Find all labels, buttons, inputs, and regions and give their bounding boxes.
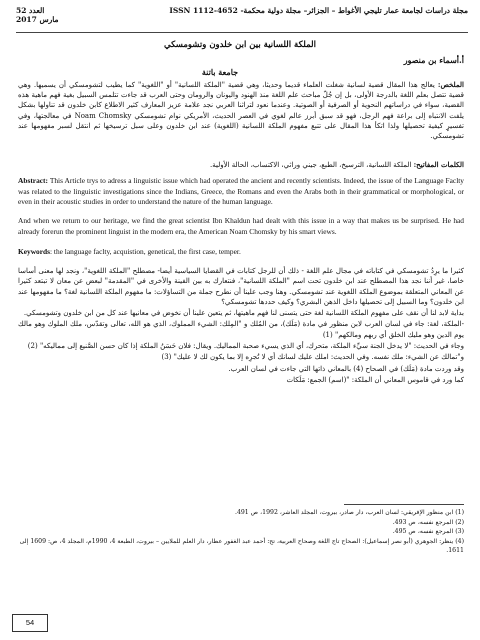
body-paragraph: -الملكة، لغة: جاء في لسان العرب لابن منظور في مادة (مَلَك)، من المُلك و "المِلك: الشيء المملوك، الذي هو الله، تعالى وتقدّس، ملك الملوك وهو مالك يوم الدين وهو مليك الخلق أي ربهم ومالكهم" (1) xyxy=(18,320,464,339)
arabic-abstract-label: الملخص: xyxy=(437,80,464,89)
body-paragraph: و"تمالك عن الشيء: ملك نفسه. وفي الحديث: املك عليك لسانك أي لا تُجرِه إلا بما يكون لك لا عليك" (3) xyxy=(161,353,464,362)
body-paragraph: كثيرا ما يرِدُ تشومسكي في كتاباته في مجال علم اللغة - ذلك أن للرجل كتابات في القضايا السياسية أيضا- مصطلح "الملكة اللغوية"، ونجد لها معنى أساسا خاصا، غير أننا نجد هذا المصطلح عند ابن خلدون تحت اسم "الملكة اللسانية"، فنتعارك به بين الفينة والأخرى في "المقدمة" لبعض عن معان لا تبتعد كثيرا عن المعاني المتعلقة بموضوع الملكة اللغوية عند تشومسكي. وهنا وجب علينا أن نطرح جملة من التساؤلات: ما مفهوم الملكة اللسانية لغة؟ ما مفهومها عند ابن خلدون؟ وما السبيل إلى تحصيلها داخل الذهن البشري؟ وكيف حددها تشومسكي؟ xyxy=(18,267,464,306)
running-header xyxy=(16,6,468,32)
author-affiliation: جامعة باتنة xyxy=(201,67,239,77)
body-paragraph: وقد وردت مادة (مَلَك) في الصحاح (4) بالمعاني ذاتها التي جاءت في لسان العرب. xyxy=(228,364,464,373)
english-abstract xyxy=(18,176,464,208)
footnote: (1) ابن منظور الإفريقي: لسان العرب، دار صادر، بيروت، المجلد العاشر، 1992، ص 491. xyxy=(234,509,464,516)
footnote-separator xyxy=(344,504,464,505)
body-paragraph: بداية لابد لنا أن نقف على مفهوم الملكة اللسانية لغة حتى يتسنى لنا فهم ماهيتها، ثم يتعين علينا أن نخوض في معانيها عند كل من ابن خلدون وتشومسكي. xyxy=(23,309,464,318)
footnote: (3) المرجع نفسه، ص 495. xyxy=(392,528,464,536)
arabic-keywords-text: الملكة اللسانية، الترسيخ، الطبع، جيني وراثي، الاكتساب، الحالة الأولية. xyxy=(209,161,412,169)
article-body xyxy=(18,266,464,386)
body-paragraph: كما ورد في قاموس المعاني أن الملكة: "(اسم) الجمع: مَلَكات xyxy=(286,375,464,384)
footnote: (4) ينظر: الجوهري (أبو نصر إسماعيل): الصحاح تاج اللغة وصحاح العربية، تح: أحمد عبد الغفور عطار، دار العلم للملايين – بيروت، الطبعة 4، 1990م، المجلد 4، ص: 1609 إلى 1611. xyxy=(19,537,464,555)
english-keywords-text: : the language faclty, acquistion, genetical, the first case, temper. xyxy=(50,247,241,256)
page-number: 54 xyxy=(12,614,48,632)
footnotes xyxy=(18,508,464,556)
author-name: أ.أسماء بن منصور xyxy=(403,55,464,65)
footnote: (2) المرجع نفسه، ص 493. xyxy=(392,518,464,526)
issue-number: العدد 52 xyxy=(16,6,45,15)
issue-info xyxy=(16,6,59,24)
english-keywords xyxy=(18,247,464,258)
arabic-keywords-label: الكلمات المفاتيح: xyxy=(413,160,464,169)
journal-name: مجلة دراسات لجامعة عمار تليجي الأغواط – الجزائر– مجلة دولية محكمة- ISSN 1112-4652 xyxy=(169,6,468,15)
english-keywords-label: Keywords xyxy=(18,247,51,256)
arabic-keywords xyxy=(18,160,464,170)
issue-date: مارس 2017 xyxy=(16,15,59,24)
arabic-abstract-text: يعالج هذا المقال قضية لسانية شغلت العلماء قديما وحديثا، وهي قضية "الملكة اللسانية" أو "اللغوية" كما يطيب لتشومسكي أن يسميها. وهي قضية تتصل بعلم اللغة بالدرجة الأولى، بل إن جُلّ مباحث علم اللغة منذ الهنود واليونان والرومان وحتى العرب قد جاءت تتلمس السبيل بغية فهم ماهية هذه القضية، سواء في دراساتهم النحوية أو الصرفية أو الصوتية. وعندما نعود لتراثنا العربي نجد علامة عزيز المعارف كثير الاطلاع كابن خلدون قد تناولها بشكل يلفت الانتباه إلى براعة فهم الرجل، فهو قد سبق أبرز عالم لغوي في العصر الحديث، الأمريكي نوام تشومسكي Noam Chomsky في معالجتها، وفي تفسيرٍ كيفية تحصيلها ولذا اتكأ هذا المقال على تتبع مفهوم الملكة اللسانية (اللغوية) عند ابن خلدون وعلى سبل ترسيخها ثم انتقل لسبر مفهومها عند تشومسكي. xyxy=(18,81,464,141)
header-rule xyxy=(16,32,468,33)
english-abstract-p2: And when we return to our heritage, we find the great scientist Ibn Khaldun had dealt with this issue in a way that makes us be surprised. He had already forerun the prominent linguist in the modern era, the American Noam Chomsky by his smart views. xyxy=(18,216,464,236)
arabic-abstract xyxy=(18,80,464,141)
article-title: الملكة اللسانية بين ابن خلدون وتشومسكي xyxy=(164,40,316,50)
english-abstract-p1: This Article trys to adress a linguistic issue which had operated the ancient and recently scientists. Indeed, the issue of the Language Faclty was related to the linguistic investigations since the Indians, Greece, the Romans and even the Arabs both in their grammatical or morphological, or even in their acoustic studies in order to understand the nature of the human language. xyxy=(18,176,465,207)
body-paragraph: وجاء في الحديث: "لا يدخل الجنة سيِّء الملكة، متحرك، أي الذي يسيء صحبة المماليك. ويقال: فلان حَسَنُ الملكة إذا كان حسن الصَّنيع إلى مماليكه" (2) xyxy=(27,342,464,351)
english-abstract-label: Abstract: xyxy=(18,176,48,185)
